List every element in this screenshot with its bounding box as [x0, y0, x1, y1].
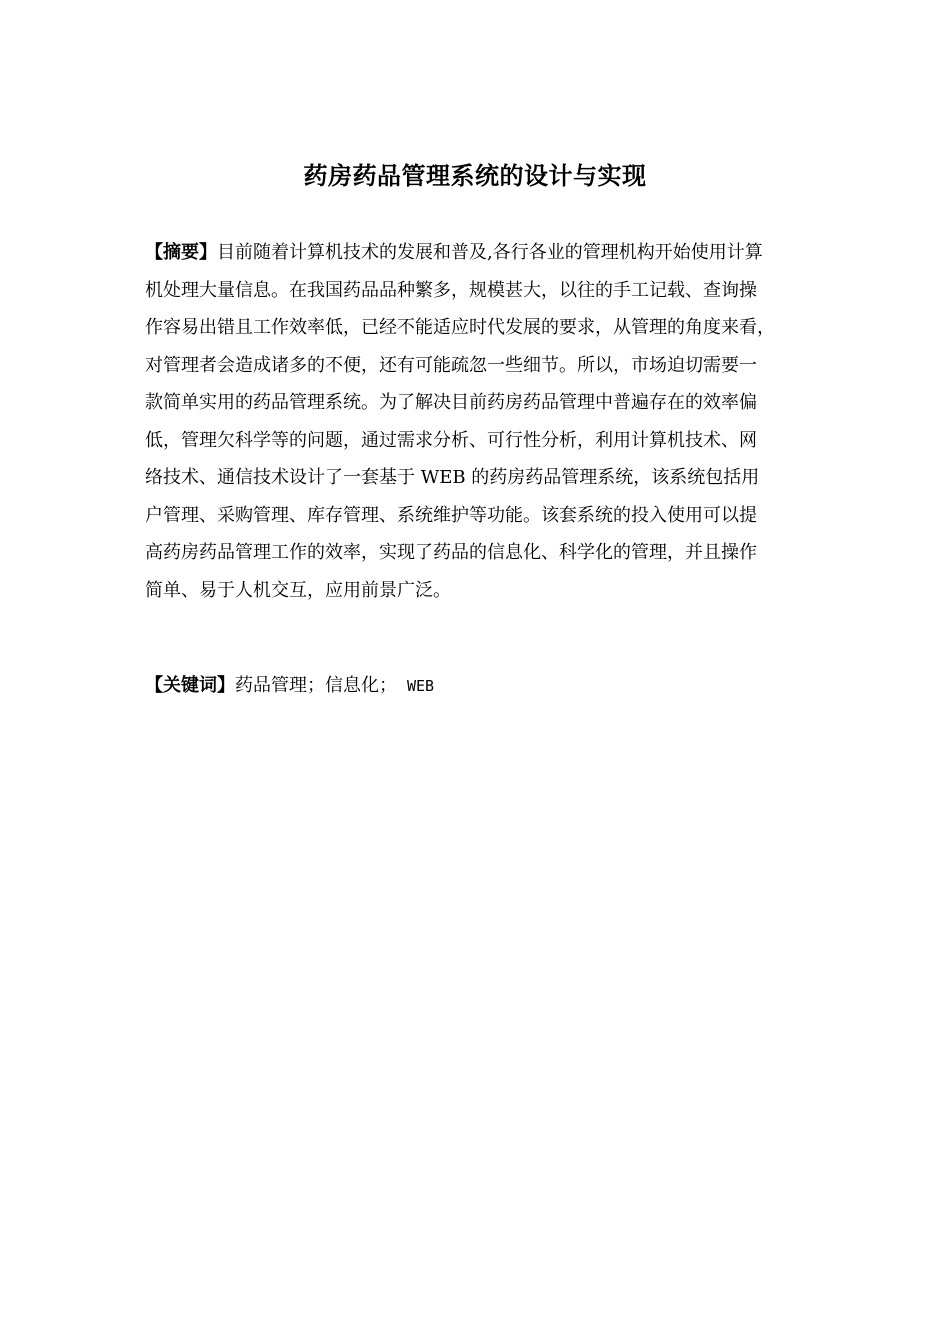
abstract-line: 高药房药品管理工作的效率，实现了药品的信息化、科学化的管理，并且操作: [145, 542, 757, 563]
abstract-section: [145, 234, 805, 609]
document-title: 药房药品管理系统的设计与实现: [303, 162, 647, 190]
keywords-text: 药品管理；信息化；: [235, 675, 397, 696]
abstract-line: 络技术、通信技术设计了一套基于 WEB 的药房药品管理系统，该系统包括用: [145, 467, 760, 488]
keywords-section: [145, 668, 434, 704]
abstract-line: 户管理、采购管理、库存管理、系统维护等功能。该套系统的投入使用可以提: [145, 504, 757, 526]
abstract-line: 低，管理欠科学等的问题，通过需求分析、可行性分析，利用计算机技术、网: [145, 429, 757, 451]
abstract-line: 简单、易于人机交互，应用前景广泛。: [145, 579, 451, 601]
abstract-label: 【摘要】: [145, 242, 217, 263]
abstract-line: 作容易出错且工作效率低，已经不能适应时代发展的要求，从管理的角度来看，: [145, 317, 775, 338]
abstract-text: 目前随着计算机技术的发展和普及,各行各业的管理机构开始使用计算: [217, 242, 763, 263]
abstract-line: 款简单实用的药品管理系统。为了解决目前药房药品管理中普遍存在的效率偏: [145, 392, 757, 413]
abstract-line: 对管理者会造成诸多的不便，还有可能疏忽一些细节。所以，市场迫切需要一: [145, 354, 757, 376]
keyword-web: WEB: [407, 677, 435, 695]
abstract-line: [145, 234, 805, 272]
abstract-line: 机处理大量信息。在我国药品品种繁多，规模甚大，以往的手工记载、查询操: [145, 279, 757, 301]
keywords-label: 【关键词】: [145, 675, 235, 696]
